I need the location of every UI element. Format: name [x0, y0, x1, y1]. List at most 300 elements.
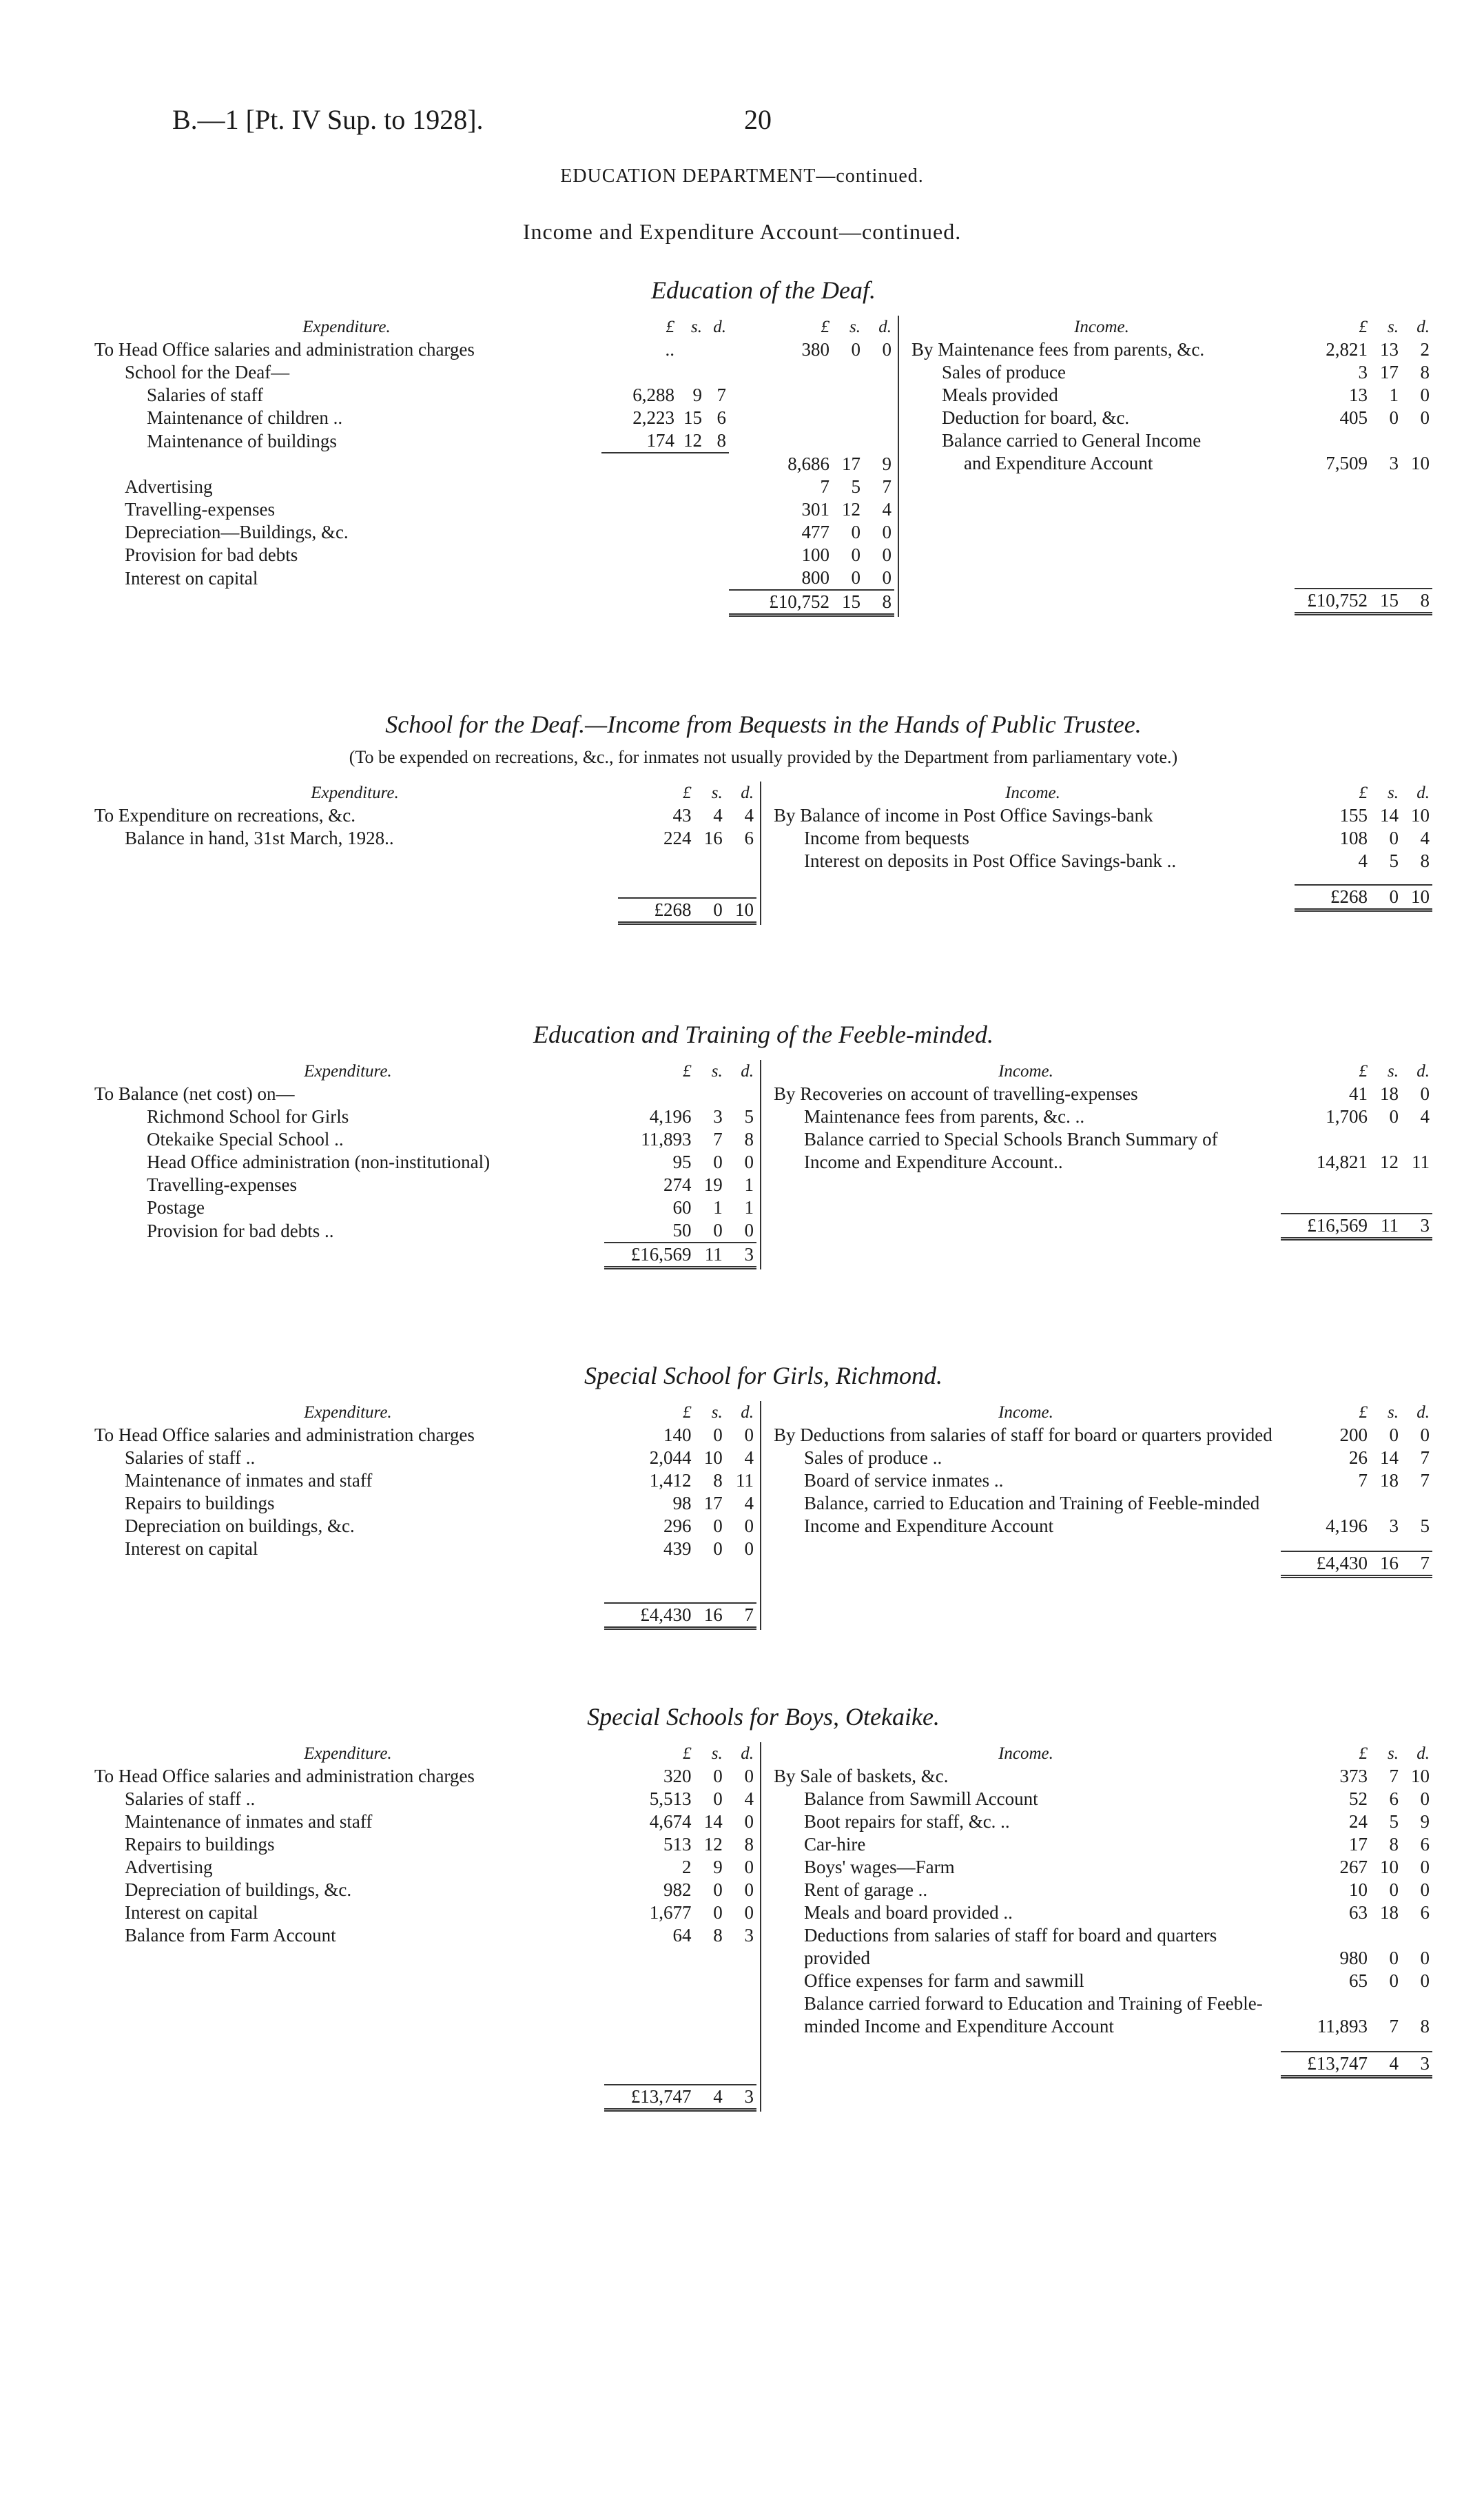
row-label: Maintenance fees from parents, &c. ..: [804, 1106, 1085, 1127]
pence-header: d.: [741, 1062, 754, 1081]
shillings-header: s.: [691, 318, 702, 336]
income-heading: Income.: [998, 1062, 1053, 1081]
table-row: [771, 1447, 1432, 1469]
amount-pounds: 13: [1349, 385, 1368, 405]
total-pence: 3: [1401, 1214, 1432, 1239]
amount-pence: 9: [882, 453, 892, 474]
total-pence: 3: [1401, 2052, 1432, 2077]
income-heading: Income.: [998, 1744, 1053, 1763]
amount-pounds: 65: [1349, 1970, 1368, 1991]
amount-pence: 7: [882, 476, 892, 497]
total-pounds: £4,430: [1281, 1551, 1370, 1577]
row-label: Income from bequests: [804, 828, 969, 848]
total-pence: 8: [1401, 589, 1432, 614]
total-shillings: 0: [694, 898, 725, 923]
amount-pence: 4: [744, 1788, 754, 1809]
row-label: Head Office administration (non-institutional): [147, 1152, 491, 1172]
total-pounds: £13,747: [1281, 2052, 1370, 2077]
table-row: [909, 429, 1432, 452]
amount-shillings: 14: [1380, 1447, 1399, 1468]
amount-pence: 0: [744, 1425, 754, 1445]
total-shillings: 11: [1370, 1214, 1401, 1239]
table-row: [92, 1447, 756, 1469]
table-row: [92, 566, 894, 590]
department-heading: EDUCATION DEPARTMENT—continued.: [560, 165, 924, 187]
pence-header: d.: [1416, 1403, 1430, 1422]
amount-shillings: 1: [1389, 385, 1399, 405]
row-label: Advertising: [125, 476, 213, 497]
table-row: [92, 544, 894, 566]
amount-pounds: 5,513: [649, 1788, 692, 1809]
total-row: [92, 590, 894, 615]
amount-pence: 0: [1420, 1879, 1430, 1900]
amount-shillings: 12: [703, 1834, 723, 1855]
table-row: [771, 1765, 1432, 1788]
row-label: To Head Office salaries and administration charges: [94, 1425, 475, 1445]
pounds-header: £: [683, 784, 692, 802]
expenditure-table: [92, 1742, 756, 2112]
amount-pounds: 373: [1339, 1766, 1368, 1786]
row-label: Deduction for board, &c.: [942, 407, 1130, 428]
amount-pounds: 274: [663, 1174, 692, 1195]
amount-pounds: 64: [672, 1925, 692, 1946]
section-otekaike: [92, 1702, 1435, 2112]
table-row: To Head Office salaries and administration charges .. 380 0 0: [92, 338, 894, 361]
amount-pence: 7: [717, 385, 726, 405]
expenditure-heading: Expenditure.: [302, 318, 391, 336]
table-row: [92, 1538, 756, 1560]
row-label: Sales of produce ..: [804, 1447, 942, 1468]
column-header-row: [92, 1060, 756, 1083]
subtotal-row: [92, 453, 894, 476]
row-label: Maintenance of inmates and staff: [125, 1470, 373, 1491]
table-row: [92, 1856, 756, 1879]
table-row: [92, 1492, 756, 1515]
expenditure-table: [92, 782, 756, 925]
total-pence: 3: [725, 1243, 756, 1268]
amount-pounds: 224: [663, 828, 692, 848]
amount-pounds: 52: [1349, 1788, 1368, 1809]
page-header: [172, 103, 772, 136]
amount-pence: 6: [717, 407, 726, 428]
total-shillings: 0: [1370, 885, 1401, 910]
amount-pence: 0: [1420, 1788, 1430, 1809]
pence-header: d.: [1416, 1744, 1430, 1763]
table-row: [92, 429, 894, 453]
total-pounds: £268: [1295, 885, 1370, 910]
expenditure-table: [92, 1060, 756, 1269]
amount-pence: 10: [1411, 805, 1430, 826]
pence-header: d.: [713, 318, 726, 336]
table-row: [92, 476, 894, 498]
total-shillings: 16: [1370, 1551, 1401, 1577]
amount-pounds: 63: [1349, 1902, 1368, 1923]
table-row: [771, 1788, 1432, 1810]
row-label: Otekaike Special School ..: [147, 1129, 344, 1150]
row-label: Balance in hand, 31st March, 1928..: [125, 828, 394, 848]
row-label: Depreciation on buildings, &c.: [125, 1515, 355, 1536]
pounds-header: £: [683, 1403, 692, 1422]
amount-shillings: 0: [851, 567, 860, 588]
amount-shillings: 0: [1389, 1879, 1399, 1900]
shillings-header: s.: [1388, 784, 1399, 802]
amount-pence: 5: [1420, 1515, 1430, 1536]
income-column: [761, 782, 1432, 925]
amount-pounds: 4,674: [649, 1811, 692, 1832]
amount-pounds: 50: [672, 1220, 692, 1241]
row-label: By Recoveries on account of travelling-expenses: [774, 1083, 1138, 1104]
row-label: Salaries of staff: [147, 385, 263, 405]
expenditure-column: [92, 1060, 761, 1269]
section-school-for-the-deaf-bequests: [92, 710, 1435, 925]
table-row: [909, 338, 1432, 361]
amount-shillings: 10: [703, 1447, 723, 1468]
pence-header: d.: [741, 1403, 754, 1422]
section-feeble-minded: [92, 1020, 1435, 1269]
row-label: Depreciation—Buildings, &c.: [125, 522, 349, 542]
amount-shillings: 3: [1389, 1515, 1399, 1536]
total-row: [771, 1551, 1432, 1577]
table-row: [92, 1515, 756, 1538]
pounds-header: £: [666, 318, 674, 336]
amount-pence: 5: [744, 1106, 754, 1127]
row-label: Car-hire: [804, 1834, 866, 1855]
amount-pounds: 11,893: [1317, 2016, 1368, 2036]
expenditure-column: [92, 782, 761, 925]
expenditure-heading: Expenditure.: [311, 784, 399, 802]
table-row: [771, 1879, 1432, 1901]
table-row: [92, 804, 756, 827]
table-row: [92, 1105, 756, 1128]
table-row: [771, 1901, 1432, 1924]
amount-shillings: 8: [713, 1470, 723, 1491]
amount-shillings: 0: [713, 1220, 723, 1241]
pounds-header: £: [1359, 1403, 1368, 1422]
table-row: [92, 1833, 756, 1856]
amount-shillings: 8: [713, 1925, 723, 1946]
row-label: Provision for bad debts: [125, 544, 298, 565]
row-label: Balance carried forward to Education and Training of Feeble-minded Income and Expenditure Account: [804, 1993, 1263, 2036]
pounds-header: £: [683, 1744, 692, 1763]
amount-pounds: 10: [1349, 1879, 1368, 1900]
section-title: Special Schools for Boys, Otekaike.: [587, 1703, 940, 1731]
total-pounds: £13,747: [604, 2085, 694, 2110]
amount-shillings: 16: [703, 828, 723, 848]
amount-shillings: 0: [713, 1879, 723, 1900]
amount-shillings: 4: [713, 805, 723, 826]
row-label: Interest on capital: [125, 1902, 258, 1923]
income-column: [761, 1401, 1432, 1630]
amount-pounds: 11,893: [641, 1129, 692, 1150]
row-label: Repairs to buildings: [125, 1493, 275, 1513]
row-label: To Head Office salaries and administration charges: [94, 339, 475, 360]
total-pence: 7: [725, 1603, 756, 1629]
row-label: Postage: [147, 1197, 205, 1218]
row-label: Maintenance of buildings: [147, 431, 337, 451]
column-header-row: [92, 1742, 756, 1765]
amount-pence: 0: [744, 1515, 754, 1536]
total-shillings: 11: [694, 1243, 725, 1268]
amount-pence: 4: [1420, 1106, 1430, 1127]
total-pounds: £4,430: [604, 1603, 694, 1629]
amount-shillings: 17: [703, 1493, 723, 1513]
amount-pence: 1: [744, 1197, 754, 1218]
table-row: [92, 1196, 756, 1219]
row-label: Meals provided: [942, 385, 1058, 405]
amount-pounds: 60: [672, 1197, 692, 1218]
amount-pence: 4: [744, 1493, 754, 1513]
total-shillings: 16: [694, 1603, 725, 1629]
row-label: Rent of garage ..: [804, 1879, 928, 1900]
row-label: Interest on deposits in Post Office Savings-bank ..: [804, 850, 1177, 871]
pence-header: d.: [1416, 318, 1430, 336]
shillings-header: s.: [711, 1403, 723, 1422]
row-label: Interest on capital: [125, 568, 258, 589]
amount-pounds: 43: [672, 805, 692, 826]
table-row: [909, 407, 1432, 429]
amount-pence: 0: [882, 522, 892, 542]
row-label: By Deductions from salaries of staff for board or quarters provided: [774, 1425, 1272, 1445]
table-row: [771, 1992, 1432, 2038]
column-header-row: [909, 316, 1432, 338]
pounds-header: £: [821, 318, 829, 336]
expenditure-heading: Expenditure.: [304, 1062, 392, 1081]
total-pounds: £10,752: [729, 590, 832, 615]
amount-pence: 0: [1420, 1425, 1430, 1445]
row-label: Maintenance of inmates and staff: [125, 1811, 373, 1832]
column-header-row: [771, 1401, 1432, 1424]
total-row: [909, 589, 1432, 614]
amount-pence: 0: [1420, 1970, 1430, 1991]
amount-shillings: 10: [1380, 1857, 1399, 1877]
amount-pence: 7: [1420, 1447, 1430, 1468]
amount-shillings: 0: [1389, 1106, 1399, 1127]
amount-pence: 10: [1411, 453, 1430, 473]
section-richmond: [92, 1361, 1435, 1630]
amount-pounds: 513: [663, 1834, 692, 1855]
amount-pence: 0: [882, 544, 892, 565]
amount-shillings: 8: [1389, 1834, 1399, 1855]
income-column: [761, 1742, 1432, 2112]
table-row: [771, 850, 1432, 872]
row-label: Balance from Sawmill Account: [804, 1788, 1038, 1809]
total-shillings: 4: [694, 2085, 725, 2110]
amount-shillings: 17: [1380, 362, 1399, 382]
amount-shillings: 0: [713, 1515, 723, 1536]
column-header-row: [92, 1401, 756, 1424]
table-row: [92, 1219, 756, 1243]
income-column: [899, 316, 1432, 617]
amount-shillings: 7: [1389, 1766, 1399, 1786]
row-label: Board of service inmates ..: [804, 1470, 1004, 1491]
row-label: Balance from Farm Account: [125, 1925, 336, 1946]
income-table: [771, 1742, 1432, 2079]
amount-pence: 0: [882, 339, 892, 360]
amount-shillings: 18: [1380, 1902, 1399, 1923]
total-pounds: £10,752: [1295, 589, 1370, 614]
pence-header: d.: [741, 1744, 754, 1763]
amount-pounds: 100: [801, 544, 829, 565]
total-pounds: £268: [618, 898, 694, 923]
total-row: [771, 2052, 1432, 2077]
column-header-row: [92, 782, 756, 804]
amount-pence: 4: [1420, 828, 1430, 848]
expenditure-table: [92, 1401, 756, 1630]
row-label: By Balance of income in Post Office Savings-bank: [774, 805, 1153, 826]
total-row: [771, 885, 1432, 910]
row-label: Meals and board provided ..: [804, 1902, 1013, 1923]
section-title: School for the Deaf.—Income from Bequests in the Hands of Public Trustee.: [385, 711, 1142, 738]
amount-pence: 0: [744, 1766, 754, 1786]
pounds-header: £: [1359, 1744, 1368, 1763]
amount-shillings: 0: [1389, 828, 1399, 848]
amount-pence: 8: [1420, 2016, 1430, 2036]
expenditure-column: [92, 316, 899, 617]
amount-pounds: 2,821: [1326, 339, 1368, 360]
amount-pence: 0: [1420, 385, 1430, 405]
table-row: [771, 827, 1432, 850]
shillings-header: s.: [1388, 1403, 1399, 1422]
amount-pence: 10: [1411, 1766, 1430, 1786]
amount-pounds: 980: [1339, 1948, 1368, 1968]
amount-pence: 6: [1420, 1834, 1430, 1855]
amount-pounds: 174: [646, 430, 674, 451]
amount-pounds: 108: [1339, 828, 1368, 848]
amount-pence: 0: [744, 1902, 754, 1923]
amount-pounds: 98: [672, 1493, 692, 1513]
amount-pounds: 301: [801, 499, 829, 520]
amount-pounds: 1,706: [1326, 1106, 1368, 1127]
amount-pounds: 477: [801, 522, 829, 542]
pence-header: d.: [741, 784, 754, 802]
expenditure-heading: Expenditure.: [304, 1403, 392, 1422]
amount-pence: 6: [744, 828, 754, 848]
table-row: [771, 1833, 1432, 1856]
table-row: [92, 361, 894, 384]
pence-header: d.: [1416, 784, 1430, 802]
total-shillings: 4: [1370, 2052, 1401, 2077]
pounds-header: £: [1359, 318, 1368, 336]
amount-pounds: 2: [682, 1857, 692, 1877]
income-heading: Income.: [1005, 784, 1060, 802]
expenditure-table: [92, 316, 894, 617]
table-row: [92, 1469, 756, 1492]
table-row: [909, 384, 1432, 407]
total-pence: 3: [725, 2085, 756, 2110]
table-row: [92, 1901, 756, 1924]
total-shillings: 15: [1370, 589, 1401, 614]
amount-shillings: 3: [713, 1106, 723, 1127]
row-label: Balance carried to General Income: [942, 430, 1202, 451]
table-row: [92, 1174, 756, 1196]
row-label: Office expenses for farm and sawmill: [804, 1970, 1084, 1991]
expenditure-column: [92, 1742, 761, 2112]
amount-pounds: 14,821: [1316, 1152, 1368, 1172]
amount-pounds: 7: [820, 476, 829, 497]
amount-pence: 8: [744, 1834, 754, 1855]
amount-shillings: 0: [851, 544, 860, 565]
amount-pence: 11: [1412, 1152, 1430, 1172]
amount-shillings: 7: [713, 1129, 723, 1150]
row-label: By Sale of baskets, &c.: [774, 1766, 949, 1786]
total-pence: 7: [1401, 1551, 1432, 1577]
expenditure-heading: Expenditure.: [304, 1744, 392, 1763]
row-label: Depreciation of buildings, &c.: [125, 1879, 352, 1900]
amount-pounds: 41: [1349, 1083, 1368, 1104]
total-pence: 10: [725, 898, 756, 923]
amount-pence: 0: [1420, 1083, 1430, 1104]
amount-pence: 0: [882, 567, 892, 588]
shillings-header: s.: [711, 1062, 723, 1081]
amount-pounds: 3: [1358, 362, 1368, 382]
section-note: (To be expended on recreations, &c., for inmates not usually provided by the Department from parliamentary vote.): [349, 747, 1178, 767]
table-row: [92, 827, 756, 850]
amount-pounds: 439: [663, 1538, 692, 1559]
amount-shillings: 0: [713, 1538, 723, 1559]
table-row: [771, 1128, 1432, 1174]
pounds-header: £: [1359, 784, 1368, 802]
total-pounds: £16,569: [1281, 1214, 1370, 1239]
amount-pence: 8: [717, 430, 726, 451]
total-row: [92, 1243, 756, 1268]
table-row: [92, 1083, 756, 1105]
amount-shillings: 0: [713, 1788, 723, 1809]
row-label: To Head Office salaries and administration charges: [94, 1766, 475, 1786]
income-heading: Income.: [998, 1403, 1053, 1422]
amount-shillings: 14: [1380, 805, 1399, 826]
shillings-header: s.: [711, 784, 723, 802]
table-row: [92, 1151, 756, 1174]
amount-shillings: 9: [713, 1857, 723, 1877]
amount-pence: 6: [1420, 1902, 1430, 1923]
page-number: 20: [744, 104, 772, 135]
total-row: [771, 1214, 1432, 1239]
amount-shillings: 13: [1380, 339, 1399, 360]
amount-shillings: 6: [1389, 1788, 1399, 1809]
shillings-header: s.: [1388, 1062, 1399, 1081]
amount-pounds: 24: [1349, 1811, 1368, 1832]
table-row: [771, 1810, 1432, 1833]
row-label: To Balance (net cost) on—: [94, 1083, 295, 1104]
amount-pence: 0: [1420, 407, 1430, 428]
table-row: [771, 1492, 1432, 1538]
amount-pounds: 982: [663, 1879, 692, 1900]
amount-pounds: 296: [663, 1515, 692, 1536]
column-header-row: [771, 1060, 1432, 1083]
row-label: Repairs to buildings: [125, 1834, 275, 1855]
table-row: [909, 361, 1432, 384]
total-pounds: £16,569: [604, 1243, 694, 1268]
amount-shillings: 7: [1389, 2016, 1399, 2036]
amount-pounds: 405: [1339, 407, 1368, 428]
account-heading: Income and Expenditure Account—continued.: [522, 219, 962, 244]
income-table: [771, 1401, 1432, 1578]
table-row: [92, 1765, 756, 1788]
amount-shillings: 0: [1389, 407, 1399, 428]
amount-shillings: 0: [1389, 1948, 1399, 1968]
row-label: To Expenditure on recreations, &c.: [94, 805, 355, 826]
row-label: Travelling-expenses: [147, 1174, 297, 1195]
row-label: and Expenditure Account: [964, 453, 1153, 473]
amount-pounds: 4,196: [649, 1106, 692, 1127]
amount-shillings: 12: [842, 499, 860, 520]
pounds-header: £: [1359, 1062, 1368, 1081]
column-header-row: [771, 1742, 1432, 1765]
amount-shillings: 0: [713, 1152, 723, 1172]
amount-pence: 2: [1420, 339, 1430, 360]
amount-pence: 4: [744, 805, 754, 826]
pence-header: d.: [878, 318, 892, 336]
